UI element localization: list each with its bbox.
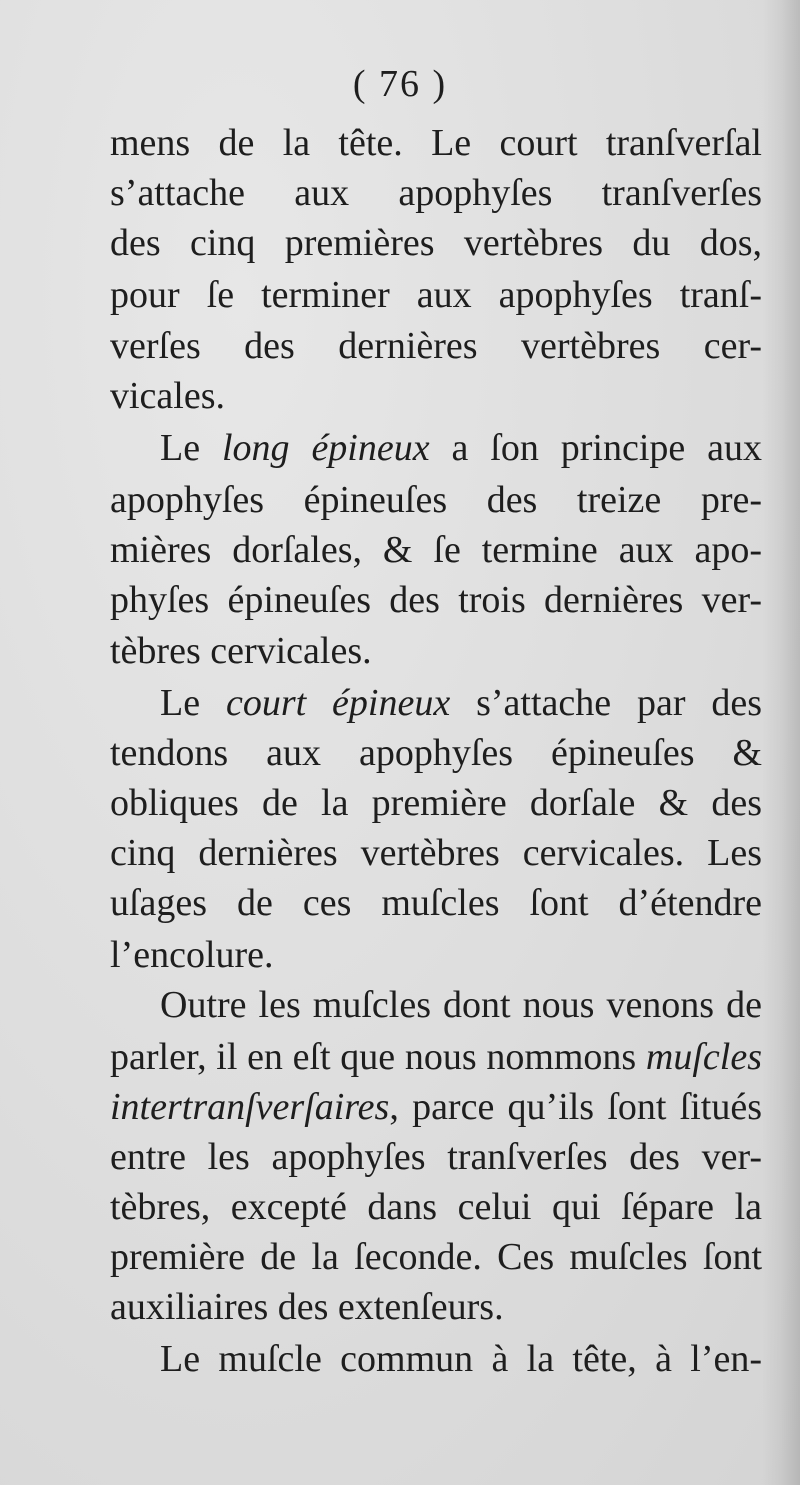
text-line xyxy=(110,930,762,980)
text-line xyxy=(110,270,762,320)
text-run: , parce qu’ils ſont ſitués xyxy=(389,1086,762,1128)
text-line xyxy=(110,728,762,778)
text-run: tèbres cervicales. xyxy=(110,630,372,672)
text-line xyxy=(110,828,762,878)
text-run: phyſes épineuſes des trois dernières ver- xyxy=(110,579,762,621)
text-run: des cinq premières vertèbres du dos, xyxy=(110,222,762,264)
text-run: tèbres, excepté dans celui qui ſépare la xyxy=(110,1186,762,1228)
text-run: Le xyxy=(160,427,222,469)
text-line xyxy=(110,778,762,828)
text-line xyxy=(110,218,762,268)
text-run: s’attache par des xyxy=(450,682,763,724)
text-line xyxy=(110,1182,762,1232)
text-run: uſages de ces muſcles ſont d’étendre xyxy=(110,882,762,924)
text-run: obliques de la première dorſale & des xyxy=(110,782,762,824)
italic-term: muſcles xyxy=(645,1036,762,1078)
text-run: vicales. xyxy=(110,375,226,417)
page-number: ( 76 ) xyxy=(352,63,448,105)
text-run: pour ſe terminer aux apophyſes tranſ- xyxy=(110,274,762,316)
text-line xyxy=(110,475,762,525)
text-run: cinq dernières vertèbres cervicales. Les xyxy=(110,832,762,874)
text-run: première de la ſeconde. Ces muſcles ſont xyxy=(110,1236,762,1278)
text-line xyxy=(110,168,762,218)
text-run: auxiliaires des extenſeurs. xyxy=(110,1286,504,1328)
text-line xyxy=(110,371,762,421)
text-line xyxy=(110,626,762,676)
text-run: s’attache aux apophyſes tranſverſes xyxy=(110,172,762,214)
text-line xyxy=(110,1082,762,1132)
text-run: l’encolure. xyxy=(110,934,274,976)
text-run: mens de la tête. Le court tranſverſal xyxy=(110,122,762,164)
text-line xyxy=(110,878,762,928)
text-run: parler, il en eſt que nous nommons xyxy=(110,1036,646,1078)
text-line xyxy=(110,525,762,575)
text-line xyxy=(110,1132,762,1182)
italic-term: intertranſverſaires xyxy=(110,1086,390,1128)
text-line xyxy=(110,575,762,625)
page-edge-shadow xyxy=(762,0,800,1485)
text-run: apophyſes épineuſes des treize pre- xyxy=(110,479,762,521)
text-run: mières dorſales, & ſe termine aux apo- xyxy=(110,529,762,571)
text-run: entre les apophyſes tranſverſes des ver- xyxy=(110,1136,762,1178)
text-run: Le xyxy=(160,682,226,724)
text-line xyxy=(110,118,762,168)
text-run: a ſon principe aux xyxy=(429,427,763,469)
text-line xyxy=(110,1232,762,1282)
text-run: verſes des dernières vertèbres cer- xyxy=(110,325,762,367)
text-line xyxy=(110,1282,762,1332)
text-line xyxy=(160,678,762,728)
text-line xyxy=(110,1032,762,1082)
text-line xyxy=(160,980,762,1030)
text-line xyxy=(110,321,762,371)
text-line xyxy=(160,1334,762,1384)
text-run: Outre les muſcles dont nous venons de xyxy=(160,984,762,1026)
text-run: Le muſcle commun à la tête, à l’en- xyxy=(160,1338,762,1380)
text-line xyxy=(160,423,762,473)
text-run: tendons aux apophyſes épineuſes & xyxy=(110,732,762,774)
italic-term: court épineux xyxy=(225,682,451,724)
italic-term: long épineux xyxy=(221,427,430,469)
